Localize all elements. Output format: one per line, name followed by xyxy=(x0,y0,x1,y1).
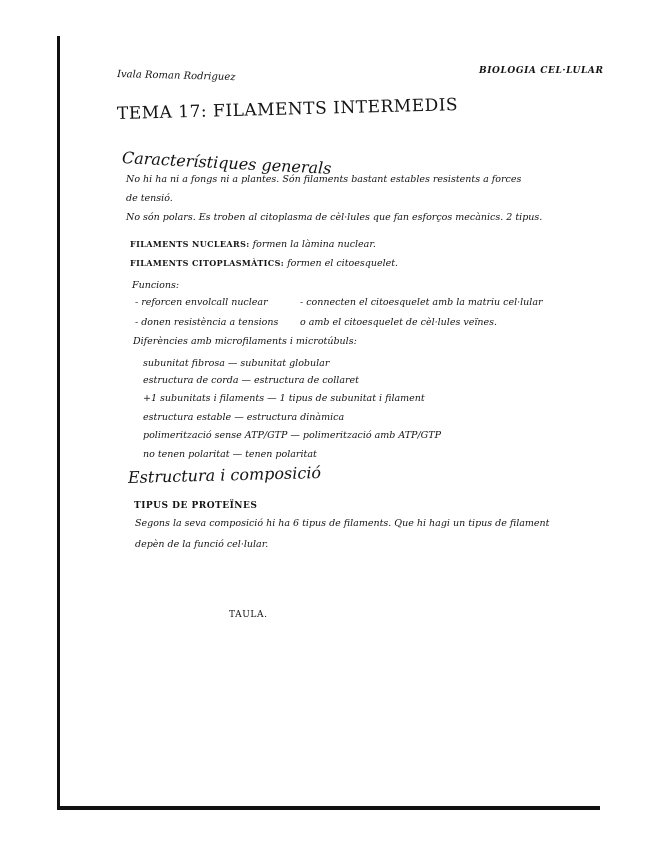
page-border-bottom xyxy=(57,806,600,810)
paragraph-line: de tensió. xyxy=(126,193,173,204)
differences-heading: Diferències amb microfilaments i microtúbuls: xyxy=(133,336,357,347)
paragraph-line: No hi ha ni a fongs ni a plantes. Són filaments bastant estables resistents a forces xyxy=(126,174,522,185)
comparison-line: no tenen polaritat — tenen polaritat xyxy=(143,449,317,460)
comparison-line: subunitat fibrosa — subunitat globular xyxy=(143,358,330,369)
paragraph-line: Segons la seva composició hi ha 6 tipus de filaments. Que hi hagi un tipus de filament xyxy=(135,518,550,529)
paragraph-line: No són polars. Es troben al citoplasma de cèl·lules que fan esforços mecànics. 2 tipus. xyxy=(126,212,543,223)
nuclear-filaments-text: formen la làmina nuclear. xyxy=(252,239,376,250)
function-item-left: - donen resistència a tensions xyxy=(135,317,279,328)
section-heading-general: Característiques generals xyxy=(121,148,332,178)
page-border-left xyxy=(57,36,60,809)
cytoplasmic-filaments-label: FILAMENTS CITOPLASMÀTICS: xyxy=(130,258,285,268)
comparison-line: polimerització sense ATP/GTP — polimerització amb ATP/GTP xyxy=(143,430,441,441)
author-name: Ivala Roman Rodriguez xyxy=(116,69,236,84)
function-item-right: - connecten el citoesquelet amb la matriu cel·lular xyxy=(300,297,543,308)
functions-heading: Funcions: xyxy=(132,280,180,291)
comparison-line: +1 subunitats i filaments — 1 tipus de subunitat i filament xyxy=(143,393,425,404)
paragraph-line: depèn de la funció cel·lular. xyxy=(135,539,269,550)
comparison-line: estructura de corda — estructura de collaret xyxy=(143,375,359,386)
section-heading-structure: Estructura i composició xyxy=(127,462,322,487)
cytoplasmic-filaments-line xyxy=(130,259,398,269)
table-placeholder-label: TAULA. xyxy=(229,610,268,620)
course-name: BIOLOGIA CEL·LULAR xyxy=(479,66,604,76)
nuclear-filaments-line xyxy=(130,240,376,250)
function-item-left: - reforcen envolcall nuclear xyxy=(135,297,268,308)
comparison-line: estructura estable — estructura dinàmica xyxy=(143,412,345,423)
protein-types-subheading: TIPUS DE PROTEÏNES xyxy=(134,501,258,511)
function-item-right: o amb el citoesquelet de cèl·lules veïnes. xyxy=(300,317,498,328)
nuclear-filaments-label: FILAMENTS NUCLEARS: xyxy=(130,239,250,249)
page-title: TEMA 17: FILAMENTS INTERMEDIS xyxy=(116,95,459,124)
cytoplasmic-filaments-text: formen el citoesquelet. xyxy=(287,258,399,269)
